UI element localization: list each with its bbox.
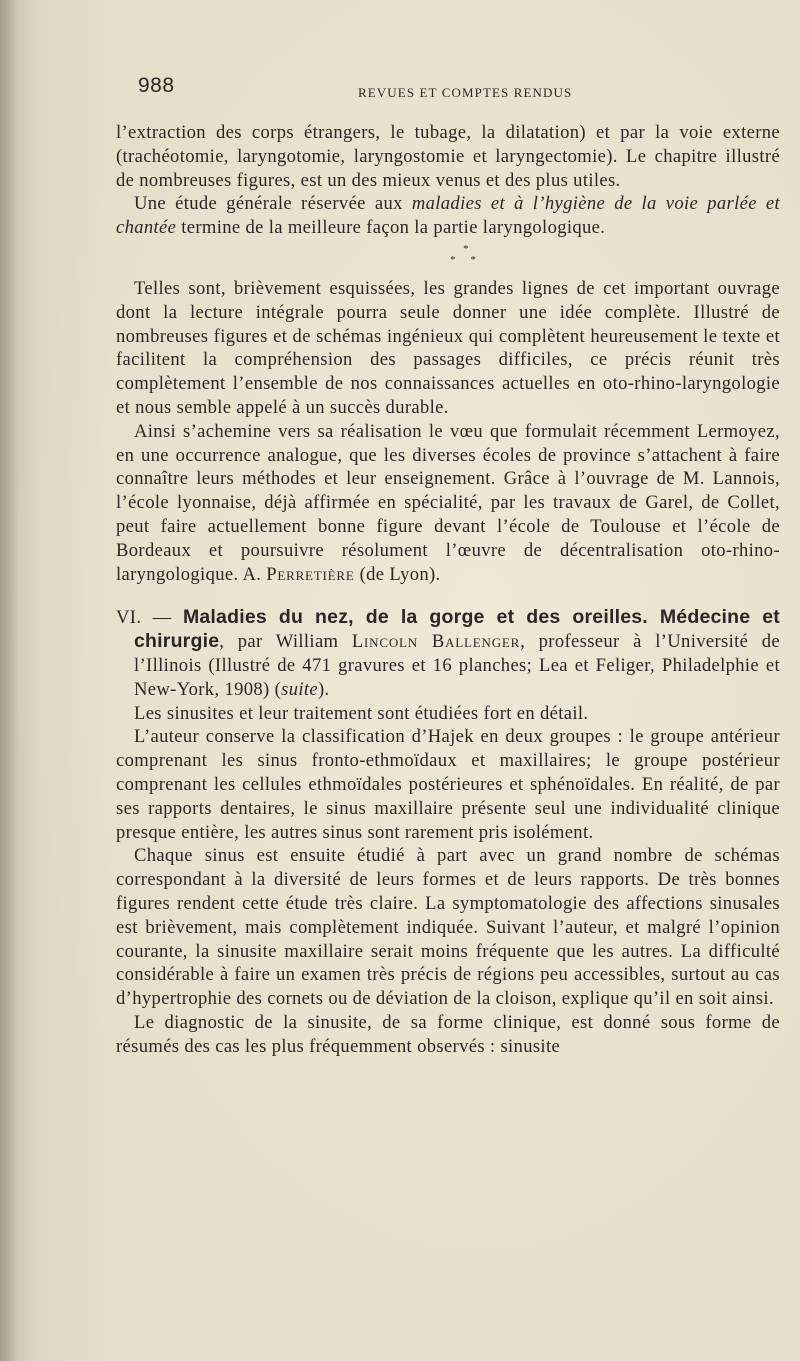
asterism-top: * [463, 242, 469, 255]
paragraph-lyon-school [116, 420, 780, 587]
page-binding-shadow [0, 0, 18, 1361]
text-span: termine de la meilleure façon la partie laryngologique. [176, 217, 606, 239]
review-title: Maladies du nez, de la gorge et des oreilles. Médecine et chirurgie [134, 606, 781, 653]
book-author: Lincoln Ballenger [351, 631, 521, 653]
text-span: Ainsi s’achemine vers sa réalisation le vœu que formulait récemment Lermoyez, en une occurrence analogue, que les diverses écoles de province s’attachent à faire connaître leurs méthodes et leur enseignement. Grâce à l’ouvrage de M. Lannois, l’école lyonnaise, déjà affirmée en spécialité, par les travaux de Garel, de Collet, peut faire actuellement bonne figure devant l’école de Toulouse et l’école de Bordeaux et poursuivre résolument l’œuvre de décentralisation oto-rhino-laryngologique. A. [116, 420, 780, 585]
asterism-bottom: * * [450, 253, 482, 266]
page-number: 988 [138, 74, 175, 97]
reviewer-name: Perretière [266, 563, 355, 585]
paragraph-sinus-study: Chaque sinus est ensuite étudié à part avec un grand nombre de schémas correspondant à la diversité de leurs formes et de leurs rapports. De très bonnes figures rendent cette étude très claire. La symptomatologie des affections sinusales est brièvement, mais complètement indiquée. Suivant l’auteur, et malgré l’opinion courante, la sinusite maxillaire serait moins fréquente que les autres. La difficulté considérable à faire un examen très précis de régions peu accessibles, surtout au cas d’hypertrophie des cornets ou de déviation de la cloison, explique qu’il en soit ainsi. [116, 845, 780, 1010]
running-head: REVUES ET COMPTES RENDUS [358, 85, 573, 100]
text-span: Une étude générale réservée aux [134, 193, 412, 215]
asterism-divider [116, 244, 780, 266]
section-gap [116, 586, 780, 606]
suite-note: suite [281, 678, 318, 700]
paragraph-laryngology-techniques: l’extraction des corps étrangers, le tubage, la dilatation) et par la voie externe (trachéotomie, laryngotomie, laryngostomie et laryngectomie). Le chapitre illustré de nombreuses figures, est un des mieux venus et des plus utiles. [116, 122, 780, 191]
text-span: , par William [219, 631, 352, 653]
text-span: , professeur à l’Université de l’Illinois (Illustré de 471 gravures et 16 planches; Lea et Feliger, Philadelphie et New-York, 1908) ( [134, 631, 780, 700]
paragraph-diagnosis: Le diagnostic de la sinusite, de sa forme clinique, est donné sous forme de résumés des cas les plus fréquemment observés : sinusite [116, 1011, 780, 1057]
paragraph-classification: L’auteur conserve la classification d’Hajek en deux groupes : le groupe antérieur comprenant les sinus fronto-ethmoïdaux et maxillaires; le groupe postérieur comprenant les cellules ethmoïdales postérieures et sphénoïdales. En réalité, de par ses rapports dentaires, le sinus maxillaire présente seul une individualité clinique presque entière, les autres sinus sont rarement pris isolément. [116, 726, 780, 843]
text-span: ). [318, 678, 330, 700]
paragraph-summary: Telles sont, brièvement esquissées, les grandes lignes de cet important ouvrage dont la lecture intégrale pourra seule donner une idée complète. Illustré de nombreuses figures et de schémas ingénieux qui complètent heureusement le texte et facilitent la compréhension des passages difficiles, ce précis réunit très complètement l’ensemble de nos connaissances actuelles en oto-rhino-laryngologie et nous semble appelé à un succès durable. [116, 277, 780, 418]
page-header [138, 74, 778, 104]
review-heading [116, 606, 780, 701]
review-number: VI. — [116, 607, 183, 629]
italic-topic: maladies et à l’hygiène de la voie parlée et chantée [116, 193, 781, 239]
text-span: (de Lyon). [354, 563, 441, 585]
paragraph-voice-hygiene [116, 192, 780, 240]
body-text [116, 121, 780, 1058]
paragraph-sinusitis-intro: Les sinusites et leur traitement sont étudiées fort en détail. [134, 702, 589, 724]
